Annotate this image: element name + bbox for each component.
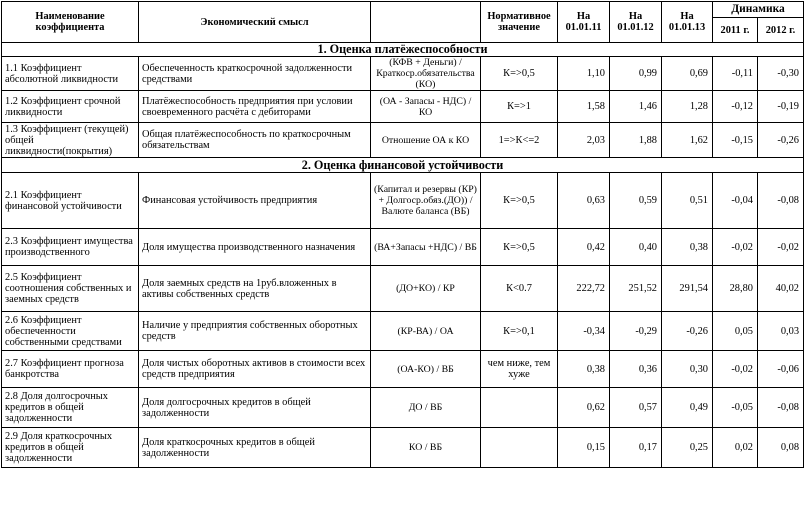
header-name: Наименование коэффициента xyxy=(2,2,139,43)
value-2013: 0,30 xyxy=(662,351,713,388)
value-2012: 0,57 xyxy=(610,388,662,428)
header-date1: На 01.01.11 xyxy=(558,2,610,43)
ratio-name: 1.3 Коэффициент (текущей) общей ликвидности(покрытия) xyxy=(2,123,139,158)
dynamics-2011: -0,02 xyxy=(713,229,758,266)
table-row xyxy=(2,91,804,123)
ratio-formula: (ДО+КО) / КР xyxy=(371,266,481,312)
value-2011: 0,38 xyxy=(558,351,610,388)
header-row xyxy=(2,2,804,18)
ratio-formula: Отношение ОА к КО xyxy=(371,123,481,158)
section-title: 1. Оценка платёжеспособности xyxy=(2,43,804,57)
section-title: 2. Оценка финансовой устойчивости xyxy=(2,158,804,173)
table-row xyxy=(2,428,804,468)
dynamics-2011: -0,04 xyxy=(713,173,758,229)
value-2012: 0,17 xyxy=(610,428,662,468)
value-2013: 1,62 xyxy=(662,123,713,158)
ratio-name: 2.6 Коэффициент обеспеченности собственными средствами xyxy=(2,312,139,351)
value-2012: 1,88 xyxy=(610,123,662,158)
ratio-norm: чем ниже, тем хуже xyxy=(481,351,558,388)
ratio-meaning: Доля заемных средств на 1руб.вложенных в активы собственных средств xyxy=(139,266,371,312)
ratio-norm: К=>1 xyxy=(481,91,558,123)
value-2013: 0,51 xyxy=(662,173,713,229)
value-2011: 0,63 xyxy=(558,173,610,229)
dynamics-2012: 40,02 xyxy=(758,266,804,312)
value-2011: 1,58 xyxy=(558,91,610,123)
header-meaning: Экономический смысл xyxy=(139,2,371,43)
dynamics-2011: 0,05 xyxy=(713,312,758,351)
value-2011: 0,42 xyxy=(558,229,610,266)
ratio-norm xyxy=(481,428,558,468)
section-row xyxy=(2,158,804,173)
ratio-name: 1.1 Коэффициент абсолютной ликвидности xyxy=(2,57,139,91)
ratio-formula: (КФВ + Деньги) / Краткоср.обязательства (КО) xyxy=(371,57,481,91)
dynamics-2012: -0,19 xyxy=(758,91,804,123)
value-2012: 251,52 xyxy=(610,266,662,312)
ratio-name: 2.9 Доля краткосрочных кредитов в общей задолженности xyxy=(2,428,139,468)
ratio-meaning: Доля имущества производственного назначения xyxy=(139,229,371,266)
dynamics-2011: 28,80 xyxy=(713,266,758,312)
ratio-table xyxy=(1,1,804,468)
dynamics-2012: -0,02 xyxy=(758,229,804,266)
value-2011: -0,34 xyxy=(558,312,610,351)
ratio-meaning: Доля чистых оборотных активов в стоимости всех средств предприятия xyxy=(139,351,371,388)
table-row xyxy=(2,123,804,158)
table-row xyxy=(2,229,804,266)
value-2012: 0,36 xyxy=(610,351,662,388)
header-year1: 2011 г. xyxy=(713,18,758,43)
ratio-norm: К=>0,5 xyxy=(481,57,558,91)
ratio-name: 2.7 Коэффициент прогноза банкротства xyxy=(2,351,139,388)
table-row xyxy=(2,173,804,229)
value-2013: 1,28 xyxy=(662,91,713,123)
ratio-norm xyxy=(481,388,558,428)
dynamics-2011: -0,11 xyxy=(713,57,758,91)
value-2012: 0,40 xyxy=(610,229,662,266)
ratio-norm: 1=>К<=2 xyxy=(481,123,558,158)
table-row xyxy=(2,312,804,351)
ratio-name: 2.3 Коэффициент имущества производственного xyxy=(2,229,139,266)
table-row xyxy=(2,388,804,428)
value-2011: 0,15 xyxy=(558,428,610,468)
dynamics-2012: -0,08 xyxy=(758,173,804,229)
table-row xyxy=(2,57,804,91)
value-2011: 2,03 xyxy=(558,123,610,158)
value-2013: -0,26 xyxy=(662,312,713,351)
ratio-norm: К=>0,5 xyxy=(481,173,558,229)
ratio-name: 2.1 Коэффициент финансовой устойчивости xyxy=(2,173,139,229)
header-date2: На 01.01.12 xyxy=(610,2,662,43)
value-2013: 0,25 xyxy=(662,428,713,468)
header-year2: 2012 г. xyxy=(758,18,804,43)
ratio-norm: К=>0,5 xyxy=(481,229,558,266)
dynamics-2012: -0,06 xyxy=(758,351,804,388)
ratio-norm: К=>0,1 xyxy=(481,312,558,351)
table-row xyxy=(2,266,804,312)
value-2013: 0,38 xyxy=(662,229,713,266)
value-2013: 0,49 xyxy=(662,388,713,428)
ratio-norm: К<0.7 xyxy=(481,266,558,312)
ratio-meaning: Доля краткосрочных кредитов в общей задолженности xyxy=(139,428,371,468)
ratio-formula: КО / ВБ xyxy=(371,428,481,468)
ratio-formula: (КР-ВА) / ОА xyxy=(371,312,481,351)
ratio-meaning: Финансовая устойчивость предприятия xyxy=(139,173,371,229)
ratio-name: 1.2 Коэффициент срочной ликвидности xyxy=(2,91,139,123)
value-2012: -0,29 xyxy=(610,312,662,351)
value-2011: 0,62 xyxy=(558,388,610,428)
table-row xyxy=(2,351,804,388)
header-dynamics: Динамика xyxy=(713,2,804,18)
header-date3: На 01.01.13 xyxy=(662,2,713,43)
value-2012: 0,59 xyxy=(610,173,662,229)
dynamics-2011: -0,02 xyxy=(713,351,758,388)
ratio-meaning: Обеспеченность краткосрочной задолженности средствами xyxy=(139,57,371,91)
ratio-meaning: Общая платёжеспособность по краткосрочным обязательствам xyxy=(139,123,371,158)
ratio-meaning: Наличие у предприятия собственных оборотных средств xyxy=(139,312,371,351)
header-formula xyxy=(371,2,481,43)
value-2011: 222,72 xyxy=(558,266,610,312)
value-2013: 0,69 xyxy=(662,57,713,91)
dynamics-2012: 0,03 xyxy=(758,312,804,351)
ratio-formula: (ОА-КО) / ВБ xyxy=(371,351,481,388)
dynamics-2011: -0,15 xyxy=(713,123,758,158)
section-row xyxy=(2,43,804,57)
dynamics-2012: 0,08 xyxy=(758,428,804,468)
value-2012: 0,99 xyxy=(610,57,662,91)
dynamics-2012: -0,30 xyxy=(758,57,804,91)
dynamics-2012: -0,08 xyxy=(758,388,804,428)
dynamics-2011: -0,12 xyxy=(713,91,758,123)
ratio-name: 2.5 Коэффициент соотношения собственных и заемных средств xyxy=(2,266,139,312)
ratio-formula: (ОА - Запасы - НДС) / КО xyxy=(371,91,481,123)
dynamics-2012: -0,26 xyxy=(758,123,804,158)
header-norm: Нормативное значение xyxy=(481,2,558,43)
ratio-meaning: Доля долгосрочных кредитов в общей задолженности xyxy=(139,388,371,428)
value-2012: 1,46 xyxy=(610,91,662,123)
ratio-meaning: Платёжеспособность предприятия при условии своевременного расчёта с дебиторами xyxy=(139,91,371,123)
ratio-formula: (ВА+Запасы +НДС) / ВБ xyxy=(371,229,481,266)
ratio-formula: ДО / ВБ xyxy=(371,388,481,428)
dynamics-2011: -0,05 xyxy=(713,388,758,428)
ratio-name: 2.8 Доля долгосрочных кредитов в общей задолженности xyxy=(2,388,139,428)
value-2013: 291,54 xyxy=(662,266,713,312)
ratio-formula: (Капитал и резервы (КР) + Долгоср.обяз.(ДО)) / Валюте баланса (ВБ) xyxy=(371,173,481,229)
value-2011: 1,10 xyxy=(558,57,610,91)
dynamics-2011: 0,02 xyxy=(713,428,758,468)
